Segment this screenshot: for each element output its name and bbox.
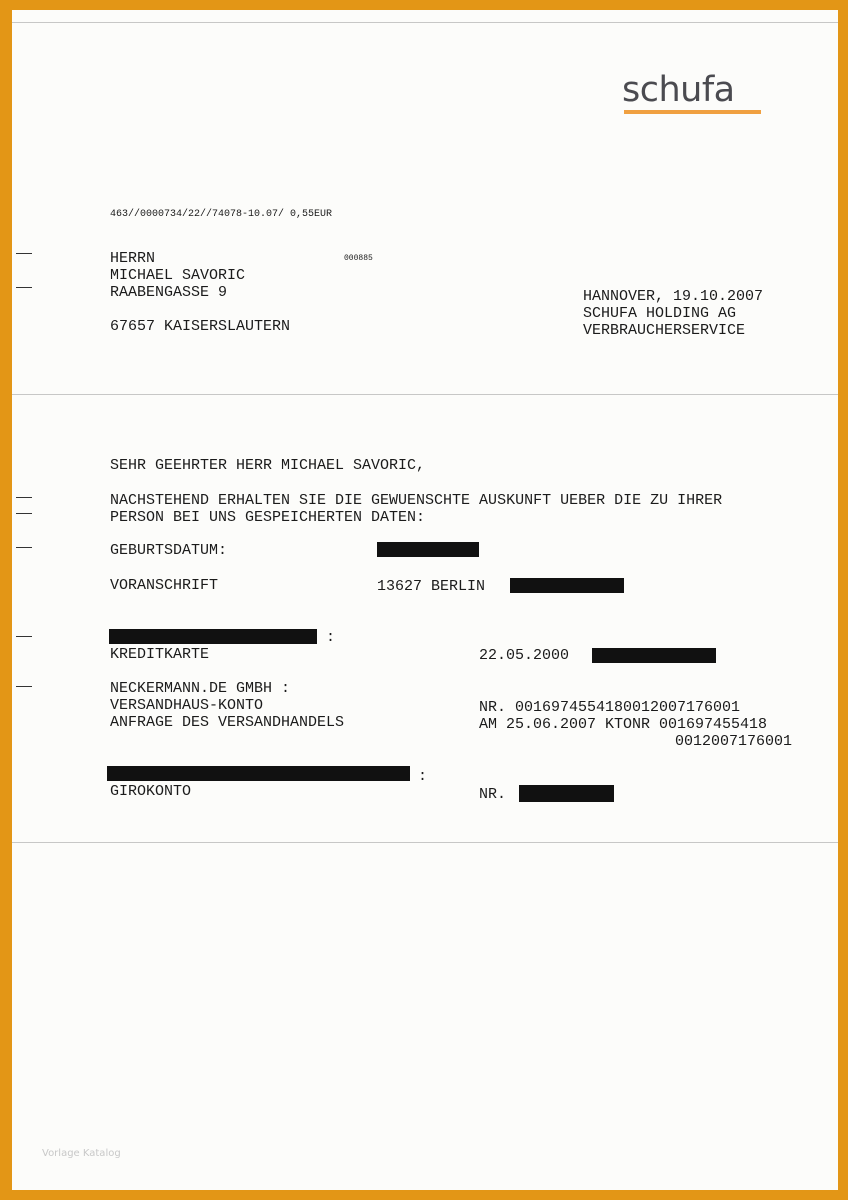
sender-department: VERBRAUCHERSERVICE bbox=[583, 322, 746, 339]
recipient-city: 67657 KAISERSLAUTERN bbox=[110, 318, 291, 335]
margin-mark bbox=[16, 253, 32, 254]
letter-intro-line2: PERSON BEI UNS GESPEICHERTEN DATEN: bbox=[110, 509, 426, 526]
top-edge-line bbox=[12, 22, 838, 23]
redaction-giro-number bbox=[519, 785, 614, 802]
neckermann-request: ANFRAGE DES VERSANDHANDELS bbox=[110, 714, 345, 731]
giro-nr-label: NR. bbox=[479, 786, 507, 803]
margin-mark bbox=[16, 497, 32, 498]
neckermann-name: NECKERMANN.DE GMBH : bbox=[110, 680, 291, 697]
document-page bbox=[12, 10, 838, 1190]
redaction-credit-card-creditor bbox=[109, 629, 317, 644]
neckermann-request-detail: AM 25.06.2007 KTONR 001697455418 bbox=[479, 716, 768, 733]
prev-address-value: 13627 BERLIN bbox=[377, 578, 486, 595]
fold-line-bottom bbox=[12, 842, 838, 843]
sender-company: SCHUFA HOLDING AG bbox=[583, 305, 737, 322]
redaction-birthdate bbox=[377, 542, 479, 557]
giro-type: GIROKONTO bbox=[110, 783, 192, 800]
redaction-credit-card-number bbox=[592, 648, 716, 663]
recipient-street: RAABENGASSE 9 bbox=[110, 284, 228, 301]
credit-card-type: KREDITKARTE bbox=[110, 646, 210, 663]
sender-place-date: HANNOVER, 19.10.2007 bbox=[583, 288, 764, 305]
credit-card-date: 22.05.2000 bbox=[479, 647, 570, 664]
watermark-text: Vorlage Katalog bbox=[42, 1148, 121, 1159]
neckermann-account-cont: 0012007176001 bbox=[675, 733, 793, 750]
margin-mark bbox=[16, 686, 32, 687]
prev-address-label: VORANSCHRIFT bbox=[110, 577, 219, 594]
recipient-name: MICHAEL SAVORIC bbox=[110, 267, 246, 284]
margin-mark bbox=[16, 513, 32, 514]
neckermann-type: VERSANDHAUS-KONTO bbox=[110, 697, 264, 714]
redaction-prev-address bbox=[510, 578, 624, 593]
redaction-giro-creditor bbox=[107, 766, 410, 781]
recipient-salutation: HERRN bbox=[110, 250, 156, 267]
fold-line-top bbox=[12, 394, 838, 395]
letter-intro-line1: NACHSTEHEND ERHALTEN SIE DIE GEWUENSCHTE AUSKUNFT UEBER DIE ZU IHRER bbox=[110, 492, 723, 509]
schufa-logo: schufa bbox=[622, 70, 735, 110]
recipient-code: 000885 bbox=[344, 254, 373, 263]
logo-underline bbox=[624, 110, 761, 114]
neckermann-number: NR. 0016974554180012007176001 bbox=[479, 699, 741, 716]
credit-card-colon: : bbox=[326, 629, 336, 646]
margin-mark bbox=[16, 547, 32, 548]
giro-colon: : bbox=[418, 768, 428, 785]
reference-line: 463//0000734/22//74078-10.07/ 0,55EUR bbox=[110, 209, 333, 220]
birthdate-label: GEBURTSDATUM: bbox=[110, 542, 228, 559]
margin-mark bbox=[16, 287, 32, 288]
margin-mark bbox=[16, 636, 32, 637]
letter-greeting: SEHR GEEHRTER HERR MICHAEL SAVORIC, bbox=[110, 457, 426, 474]
